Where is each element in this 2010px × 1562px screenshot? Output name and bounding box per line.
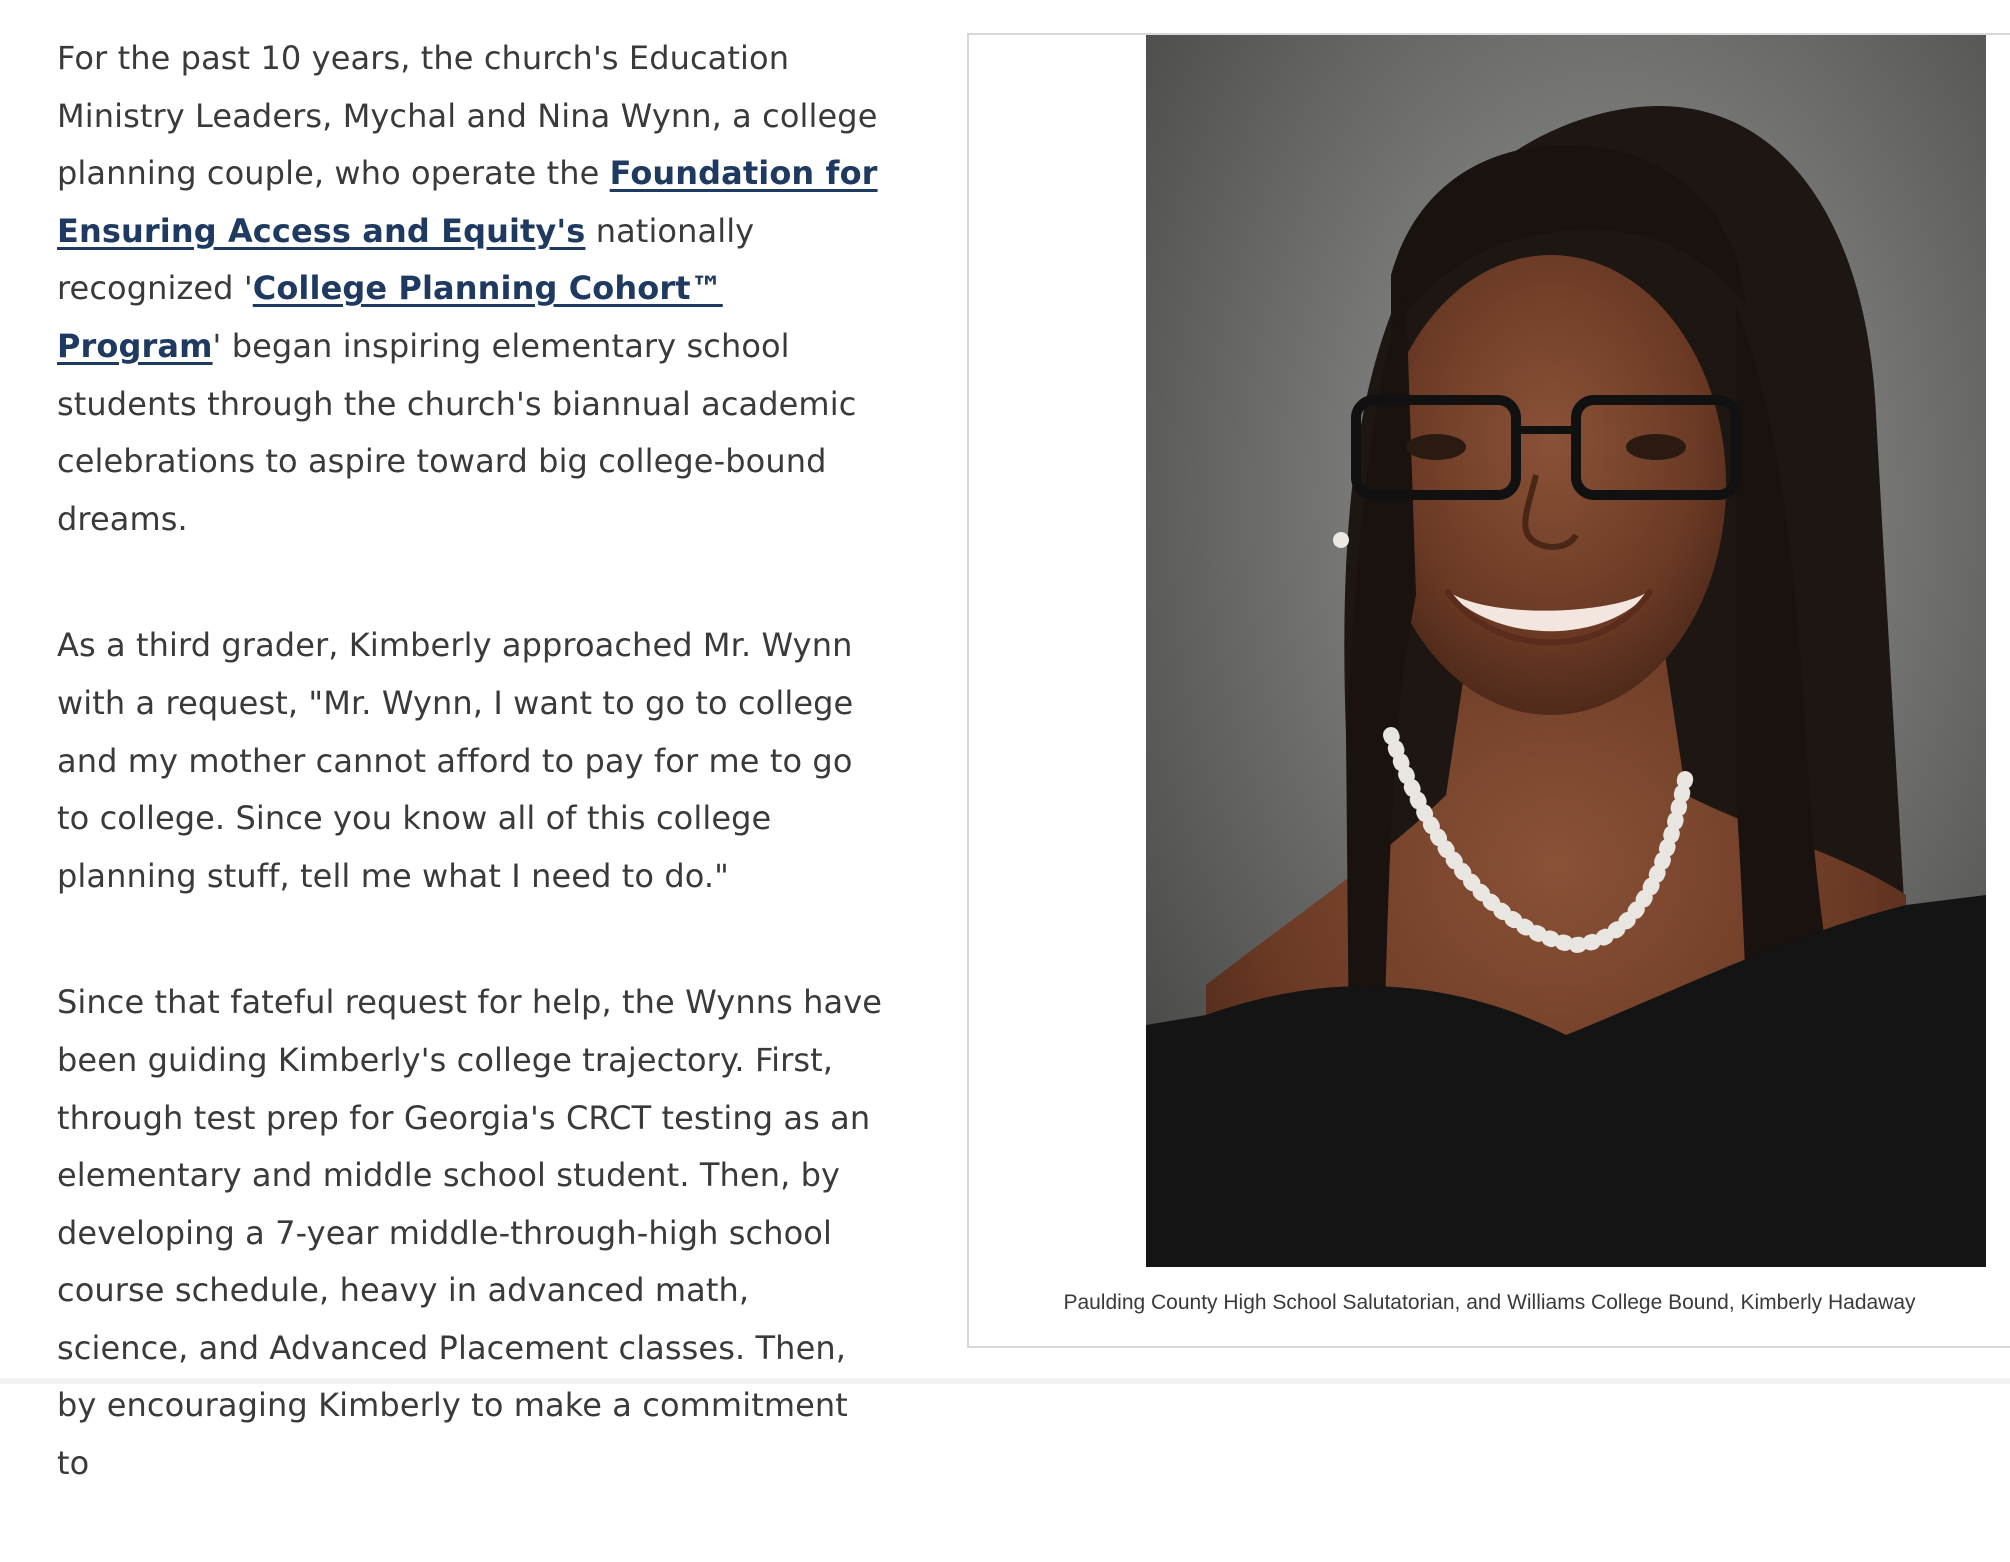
paragraph-intro-text-3: ' began inspiring elementary school students through the church's biannual academic celebrations to aspire toward big college-bound dreams. xyxy=(57,326,857,538)
portrait-illustration xyxy=(1146,35,1986,1267)
paragraph-request: As a third grader, Kimberly approached Mr. Wynn with a request, "Mr. Wynn, I want to go to college and my mother cannot afford to pay for me to go to college. Since you know all of this college planning stuff, tell me what I need to do." xyxy=(57,626,854,895)
foundation-link[interactable]: Foundation for Ensuring Access and Equity's xyxy=(57,154,878,250)
photo-caption: Paulding County High School Salutatorian, and Williams College Bound, Kimberly Hadaway xyxy=(1063,1291,1916,1314)
paragraph-intro-text-2: nationally recognized ' xyxy=(57,211,755,308)
photo-figure xyxy=(967,33,2010,1348)
paragraph-intro xyxy=(57,30,887,548)
paragraph-guidance: Since that fateful request for help, the Wynns have been guiding Kimberly's college trajectory. First, through test prep for Georgia's CRCT testing as an elementary and middle school student. Then, by developing a 7-year middle-through-high school course schedule, heavy in advanced math, science, and Advanced Placement classes. Then, by encouraging Kimberly to make a commitment to xyxy=(57,983,883,1483)
portrait-photo[interactable] xyxy=(1146,35,1986,1267)
page-bottom-edge xyxy=(0,1378,2010,1384)
article-body xyxy=(57,30,887,1562)
paragraph-intro-text-1: For the past 10 years, the church's Education Ministry Leaders, Mychal and Nina Wynn, a college planning couple, who operate the xyxy=(57,39,878,193)
college-planning-cohort-link[interactable]: College Planning Cohort™ Program xyxy=(57,269,723,365)
